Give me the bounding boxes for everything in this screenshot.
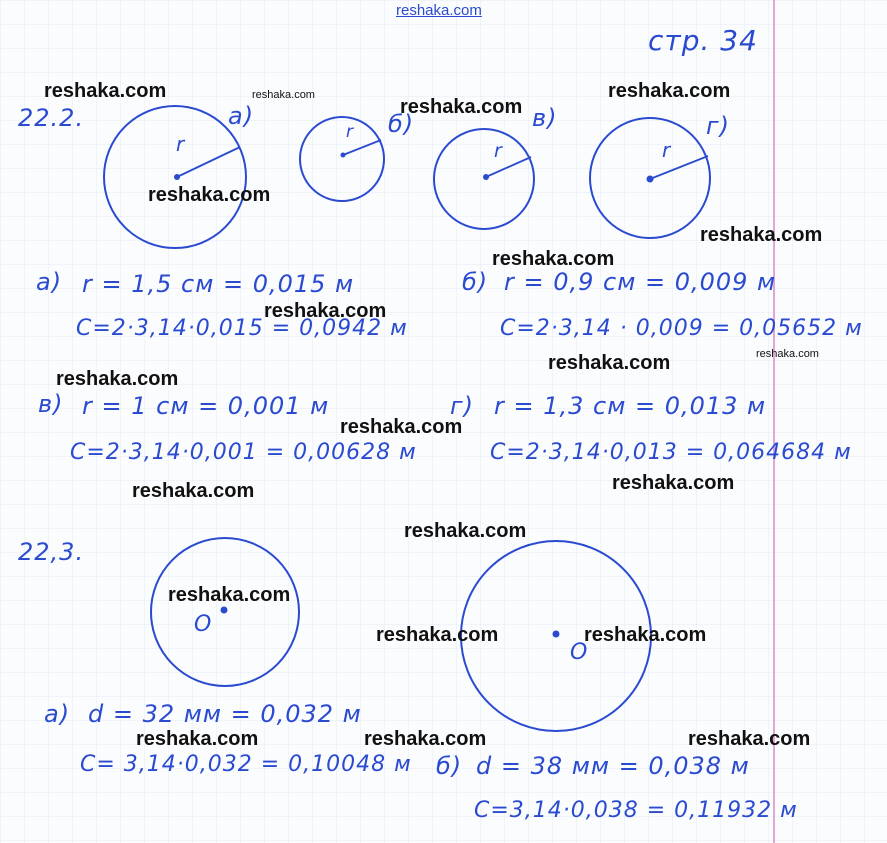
margin-line <box>773 0 775 843</box>
answer-a-formula: C=2·3,14·0,015 = 0,0942 м <box>76 316 408 341</box>
answer-b-formula: C=2·3,14 · 0,009 = 0,05652 м <box>500 316 863 341</box>
answer-b-letter: б) <box>462 268 489 296</box>
watermark: reshaka.com <box>612 472 735 494</box>
watermark: reshaka.com <box>148 184 271 206</box>
answer-a-letter: а) <box>36 268 63 296</box>
watermark: reshaka.com <box>340 416 463 438</box>
answer-22-3-b-formula: C=3,14·0,038 = 0,11932 м <box>474 798 798 823</box>
circle-label-g: г) <box>706 112 730 140</box>
watermark: reshaka.com <box>584 624 707 646</box>
answer-22-3-a-formula: C= 3,14·0,032 = 0,10048 м <box>80 752 412 777</box>
center-label-d38: O <box>570 640 589 665</box>
circle-v <box>432 127 536 231</box>
watermark: reshaka.com <box>608 80 731 102</box>
radius-label-a: r <box>176 132 186 156</box>
circle-label-b: б) <box>388 110 415 138</box>
watermark: reshaka.com <box>168 584 291 606</box>
watermark: reshaka.com <box>264 300 387 322</box>
watermark: reshaka.com <box>132 480 255 502</box>
watermark: reshaka.com <box>44 80 167 102</box>
circle-b <box>299 116 385 202</box>
answer-22-3-a-given: d = 32 мм = 0,032 м <box>88 700 362 728</box>
task-22-2-number: 22.2. <box>18 104 85 132</box>
radius-label-g: r <box>662 138 672 162</box>
watermark: reshaka.com <box>376 624 499 646</box>
watermark: reshaka.com <box>364 728 487 750</box>
watermark: reshaka.com <box>700 224 823 246</box>
circle-a <box>102 104 248 250</box>
center-label-d32: O <box>194 612 213 637</box>
answer-v-formula: C=2·3,14·0,001 = 0,00628 м <box>70 440 417 465</box>
answer-b-given: r = 0,9 см = 0,009 м <box>504 268 777 296</box>
top-watermark-link[interactable]: reshaka.com <box>396 2 482 19</box>
watermark: reshaka.com <box>136 728 259 750</box>
watermark: reshaka.com <box>404 520 527 542</box>
circle-label-a: а) <box>228 102 255 130</box>
watermark: reshaka.com <box>756 348 819 360</box>
answer-g-letter: г) <box>450 392 474 420</box>
watermark: reshaka.com <box>492 248 615 270</box>
answer-g-formula: C=2·3,14·0,013 = 0,064684 м <box>490 440 852 465</box>
radius-label-b: r <box>346 122 354 142</box>
circle-d32 <box>149 536 301 688</box>
answer-g-given: r = 1,3 см = 0,013 м <box>494 392 767 420</box>
watermark: reshaka.com <box>252 89 315 101</box>
answer-a-given: r = 1,5 см = 0,015 м <box>82 270 355 298</box>
circle-label-v: в) <box>532 104 558 132</box>
radius-label-v: r <box>494 140 503 162</box>
watermark: reshaka.com <box>56 368 179 390</box>
answer-v-given: r = 1 см = 0,001 м <box>82 392 330 420</box>
answer-22-3-b-letter: б) <box>436 752 463 780</box>
watermark: reshaka.com <box>400 96 523 118</box>
watermark: reshaka.com <box>688 728 811 750</box>
answer-22-3-b-given: d = 38 мм = 0,038 м <box>476 752 750 780</box>
page-label: стр. 34 <box>648 24 758 57</box>
circle-g <box>588 116 712 240</box>
answer-v-letter: в) <box>38 390 64 418</box>
watermark: reshaka.com <box>548 352 671 374</box>
answer-22-3-a-letter: а) <box>44 700 71 728</box>
task-22-3-number: 22,3. <box>18 538 85 566</box>
